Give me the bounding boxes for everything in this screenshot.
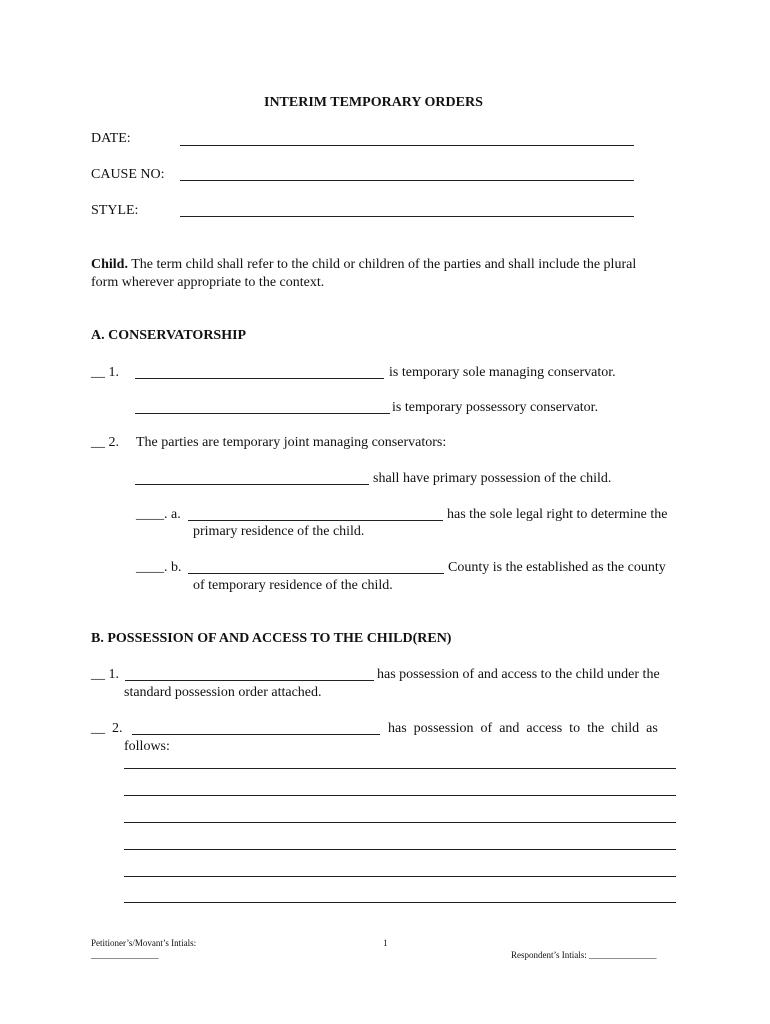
child-term: Child. [91,257,128,272]
follows-line-2[interactable] [124,795,676,796]
possessory-conservator-text: is temporary possessory conservator. [392,400,599,415]
date-label: DATE: [91,131,131,146]
follows-line-1[interactable] [124,768,676,769]
sub-a-text-line2: primary residence of the child. [193,524,365,539]
follows-line-5[interactable] [124,876,676,877]
follows-line-3[interactable] [124,822,676,823]
possessory-conservator-blank[interactable] [135,413,390,414]
petitioner-initials-label: Petitioner’s/Movant’s Intials: [91,938,197,948]
section-a-item1-marker[interactable]: __ 1. [91,365,119,380]
section-b-item1-marker[interactable]: __ 1. [91,667,119,682]
standard-possession-text-line2: standard possession order attached. [124,685,322,700]
document-title: INTERIM TEMPORARY ORDERS [264,95,483,110]
standard-possession-blank[interactable] [125,680,374,681]
child-definition-line2: form wherever appropriate to the context. [91,275,325,290]
sub-a-blank[interactable] [188,520,443,521]
style-field-line[interactable] [180,216,634,217]
primary-possession-blank[interactable] [135,484,369,485]
cause-no-field-line[interactable] [180,180,634,181]
child-definition-line1 [91,256,636,274]
sub-b-marker[interactable]: ____. b. [136,560,182,575]
petitioner-initials-blank[interactable]: _______________ [91,950,159,960]
custom-possession-text-line2: follows: [124,739,170,754]
primary-possession-text: shall have primary possession of the child. [373,471,612,486]
sub-b-county-blank[interactable] [188,573,444,574]
respondent-initials-label: Respondent’s Intials: [511,950,587,960]
cause-no-label: CAUSE NO: [91,167,165,182]
sole-conservator-text: is temporary sole managing conservator. [389,365,616,380]
section-b-heading: B. POSSESSION OF AND ACCESS TO THE CHILD(REN) [91,631,452,646]
date-field-line[interactable] [180,145,634,146]
style-label: STYLE: [91,203,139,218]
joint-conservators-text: The parties are temporary joint managing conservators: [136,435,447,450]
section-a-item2-marker[interactable]: __ 2. [91,435,119,450]
sub-a-text: has the sole legal right to determine the [447,507,668,522]
section-b-item2-marker[interactable]: __ 2. [91,721,123,736]
follows-line-6[interactable] [124,902,676,903]
sub-b-text: County is the established as the county [448,560,666,575]
page-number: 1 [383,938,388,948]
sub-a-marker[interactable]: ____. a. [136,507,181,522]
respondent-initials-blank[interactable]: _______________ [589,950,657,960]
standard-possession-text: has possession of and access to the child under the [377,667,660,682]
respondent-initials [511,950,657,961]
section-a-heading: A. CONSERVATORSHIP [91,328,247,343]
child-definition-text: The term child shall refer to the child or children of the parties and shall include the plural [131,257,637,272]
custom-possession-blank[interactable] [132,734,380,735]
custom-possession-text: has possession of and access to the child as [388,721,658,736]
sub-b-text-line2: of temporary residence of the child. [193,578,393,593]
sole-conservator-blank[interactable] [135,378,384,379]
follows-line-4[interactable] [124,849,676,850]
